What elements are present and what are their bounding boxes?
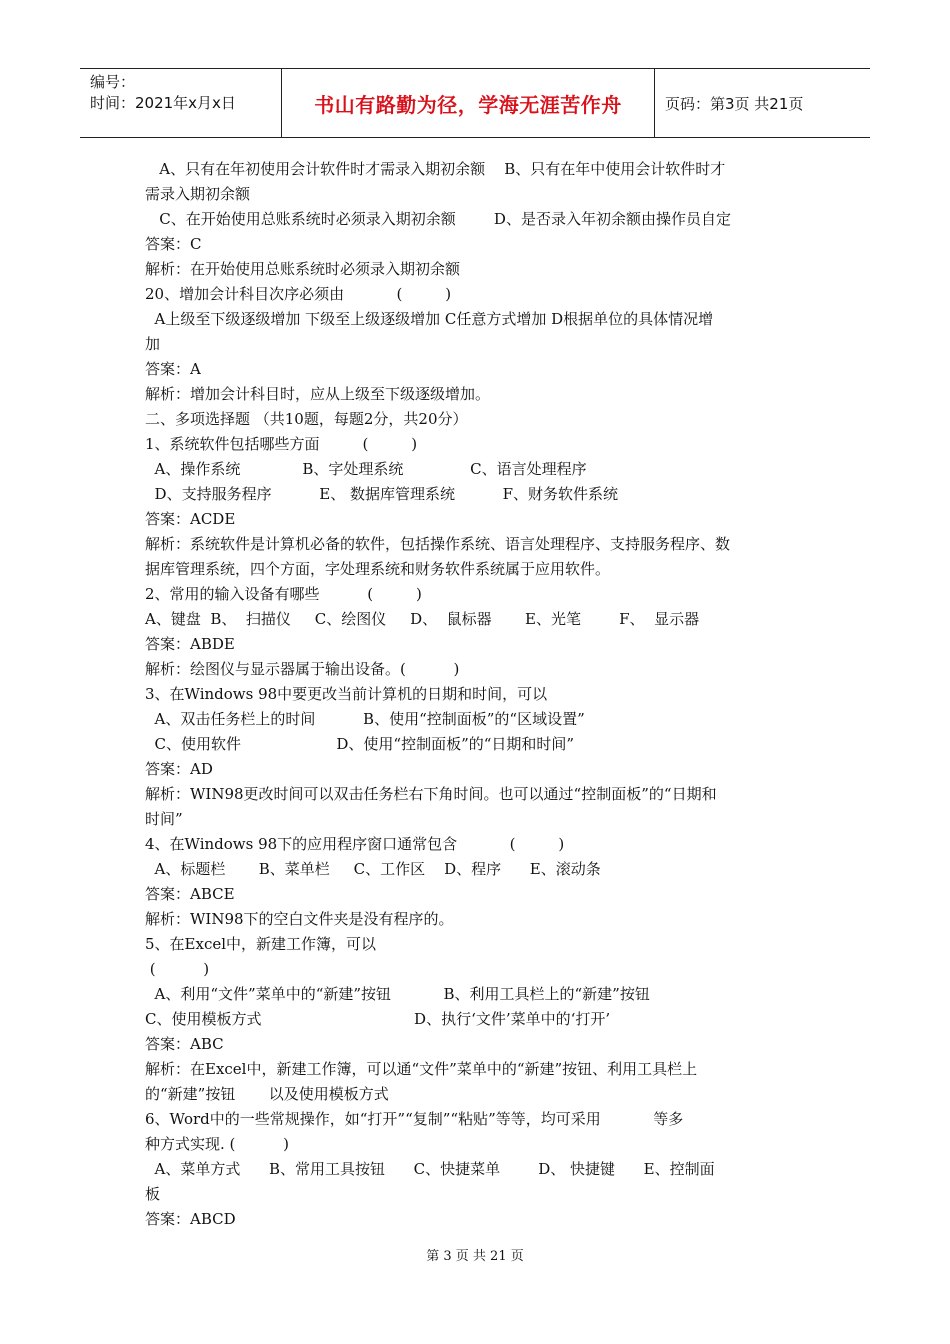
text-line: 二、多项选择题 （共10题，每题2分，共20分） [145,410,468,428]
text-line: 解析：增加会计科目时，应从上级至下级逐级增加。 [145,385,491,403]
text-line: 6、Word中的一些常规操作，如“打开”“复制”“粘贴”等等，均可采用 等多 [145,1110,684,1128]
text-line: 答案：ABCD [145,1210,236,1228]
text-line: 答案：ABC [145,1035,224,1053]
document-body [145,157,810,1232]
text-line: 答案：ABCE [145,885,235,903]
text-line: 答案：ACDE [145,510,236,528]
text-line: 1、系统软件包括哪些方面 ( ) [145,435,418,453]
text-line: 加 [145,335,161,353]
text-line: 2、常用的输入设备有哪些 ( ) [145,585,422,603]
text-line: 据库管理系统，四个方面，字处理系统和财务软件系统属于应用软件。 [145,560,611,578]
text-line: 答案：AD [145,760,213,778]
text-line: 解析：绘图仪与显示器属于输出设备。( ) [145,660,460,678]
text-line: A、标题栏 B、菜单栏 C、工作区 D、程序 E、滚动条 [145,860,601,878]
text-line: 20、增加会计科目次序必须由 ( ) [145,285,452,303]
text-line: A、双击任务栏上的时间 B、使用“控制面板”的“区域设置” [145,710,585,728]
page-footer: 第 3 页 共 21 页 [426,1249,524,1264]
document-time-label: 时间：2021年x月x日 [90,94,236,112]
header-motto-cell [281,69,655,137]
text-line: A、只有在年初使用会计软件时才需录入期初余额 B、只有在年中使用会计软件时才 [145,160,726,178]
text-line: ( ) [145,960,210,978]
document-number-label: 编号： [90,73,136,91]
text-line: 解析：在Excel中，新建工作簿，可以通“文件”菜单中的“新建”按钮、利用工具栏上 [145,1060,698,1078]
page-header [80,68,870,138]
text-line: 板 [145,1185,161,1203]
text-line: C、在开始使用总账系统时必须录入期初余额 D、是否录入年初余额由操作员自定 [145,210,731,228]
text-line: 时间” [145,810,183,828]
text-line: 解析：WIN98更改时间可以双击任务栏右下角时间。也可以通过“控制面板”的“日期和 [145,785,717,803]
text-line: A、操作系统 B、字处理系统 C、语言处理程序 [145,460,587,478]
text-line: 的“新建”按钮 以及使用模板方式 [145,1085,389,1103]
text-line: 解析：在开始使用总账系统时必须录入期初余额 [145,260,461,278]
text-line: A、利用“文件”菜单中的“新建”按钮 B、利用工具栏上的“新建”按钮 [145,985,650,1003]
text-line: C、使用软件 D、使用“控制面板”的“日期和时间” [145,735,575,753]
header-motto: 书山有路勤为径，学海无涯苦作舟 [314,92,622,117]
header-left-cell [80,69,281,137]
text-line: 种方式实现. ( ) [145,1135,289,1153]
header-page-info-cell [655,69,870,137]
text-line: 答案：C [145,235,202,253]
text-line: C、使用模板方式 D、执行‘文件’菜单中的‘打开’ [145,1010,611,1028]
text-line: 4、在Windows 98下的应用程序窗口通常包含 ( ) [145,835,565,853]
text-line: 解析：系统软件是计算机必备的软件，包括操作系统、语言处理程序、支持服务程序、数 [145,535,731,553]
header-page-info: 页码：第3页 共21页 [665,94,804,113]
text-line: 需录入期初余额 [145,185,251,203]
text-line: A上级至下级逐级增加 下级至上级逐级增加 C任意方式增加 D根据单位的具体情况增 [145,310,714,328]
text-line: A、菜单方式 B、常用工具按钮 C、快捷菜单 D、 快捷键 E、控制面 [145,1160,715,1178]
text-line: 答案：A [145,360,201,378]
text-line: A、键盘 B、 扫描仪 C、绘图仪 D、 鼠标器 E、光笔 F、 显示器 [145,610,700,628]
text-line: 解析：WIN98下的空白文件夹是没有程序的。 [145,910,454,928]
text-line: 3、在Windows 98中要更改当前计算机的日期和时间，可以 [145,685,548,703]
text-line: D、支持服务程序 E、 数据库管理系统 F、财务软件系统 [145,485,619,503]
text-line: 5、在Excel中，新建工作簿，可以 [145,935,377,953]
text-line: 答案：ABDE [145,635,235,653]
